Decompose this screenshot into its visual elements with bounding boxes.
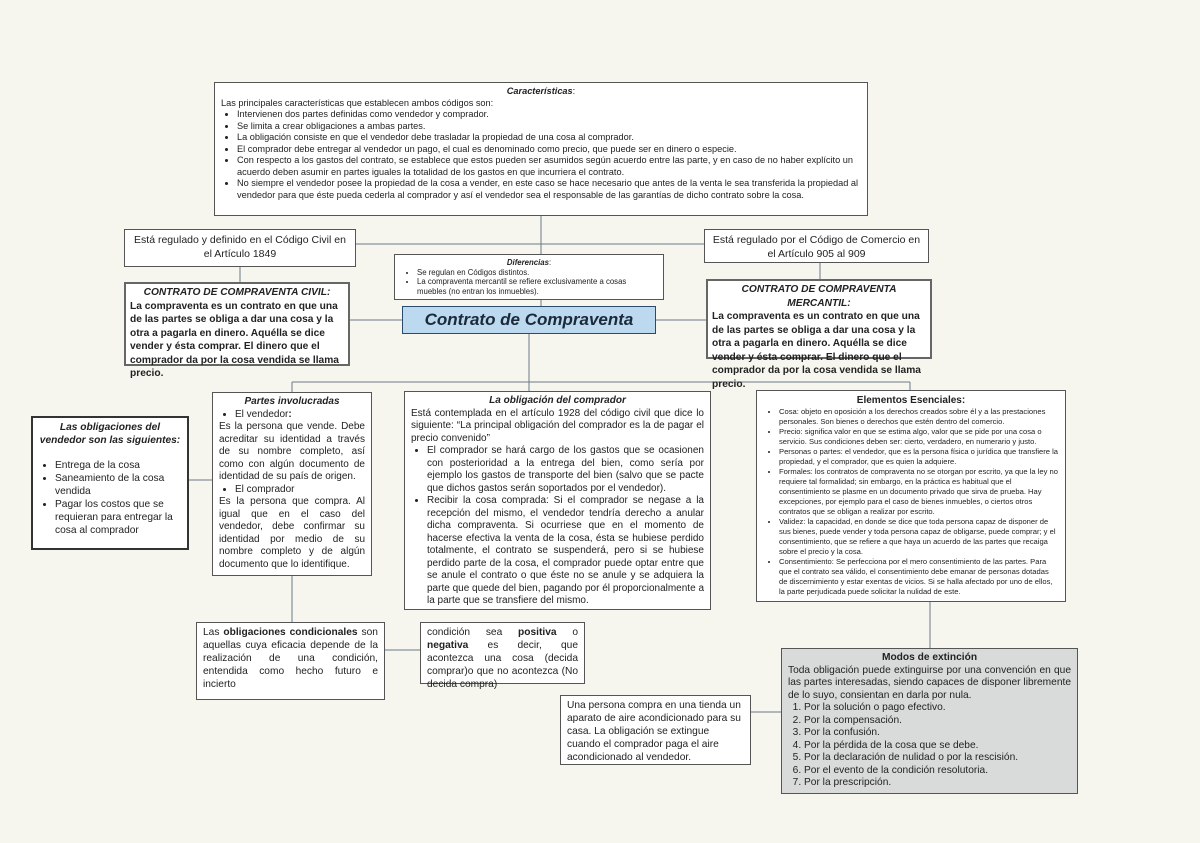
contrato-civil-text: La compraventa es un contrato en que una de las partes se obliga a dar una cosa y la otra a pagarla en dinero. Aquélla se dice vender y ésta comprar. El dinero que el comprador da por la cosa vendida se llama precio. [130, 300, 339, 379]
regulado-civil-box [124, 229, 356, 267]
ejemplo-text: Una persona compra en una tienda un aparato de aire acondicionado para su casa. La obligación se extingue cuando el comprador paga el aire acondicionado al vendedor. [567, 700, 741, 763]
list-item: • Se regulan en Códigos distintos. [417, 268, 657, 278]
condicionales-bold: obligaciones condicionales [223, 627, 358, 638]
list-item: • Saneamiento de la cosa vendida [55, 472, 181, 498]
list-item: • El comprador debe entregar al vendedor un pago, el cual es denominado como precio, que puede ser en dinero o especie. [237, 144, 861, 156]
list-item: • Precio: significa valor en que se estima algo, valor que se pide por una cosa o servicio. Sus condiciones deben ser: cierto, verdadero, en numerario y justo. [779, 427, 1059, 447]
condicionales-post: son aquellas cuya eficacia depende de la realización de una condición, entendida como hecho futuro e incierto [203, 627, 378, 690]
list-item: 7. Por la prescripción. [804, 777, 1071, 790]
modos-list [788, 702, 1071, 790]
partes-box [212, 392, 372, 576]
list-item: • Validez: la capacidad, en donde se dice que toda persona capaz de disponer de sus bienes, puede vender y toda persona capaz de obligarse, puede comprar; y el consentimiento, que se refiere a que haya un acuerdo de las partes que recaiga sobre el precio y la cosa. [779, 517, 1059, 557]
central-title: Contrato de Compraventa [424, 310, 634, 329]
vendedor-text: Es la persona que vende. Debe acreditar su identidad a través de su nombre completo, así como con algún documento de identidad de su país de origen. [219, 421, 365, 482]
list-item: • Se limita a crear obligaciones a ambas partes. [237, 121, 861, 133]
obligacion-comprador-title: La obligación del comprador [489, 395, 626, 406]
elementos-box [756, 390, 1066, 602]
comprador-text: Es la persona que compra. Al igual que en el caso del vendedor, debe confirmar su identidad por medio de su nombre completo y de algún documento que lo identifique. [219, 496, 365, 570]
list-item: 3. Por la confusión. [804, 727, 1071, 740]
list-item: 5. Por la declaración de nulidad o por la rescisión. [804, 752, 1071, 765]
obligacion-comprador-box [404, 391, 711, 610]
list-item: • Cosa: objeto en oposición a los derechos creados sobre él y a las prestaciones personales. Son bienes o derechos que estén dentro del comercio. [779, 407, 1059, 427]
list-item: • Formales: los contratos de compraventa no se otorgan por escrito, ya que la ley no requiere tal formalidad; sin embargo, en la práctica es habitual que el consentimiento se plasme en un documento privado que sirva de prueba. Hay excepciones, por ejemplo para el caso de bienes inmuebles, o ciertos otros contratos que se obligan a realizar por escrito. [779, 467, 1059, 517]
condicionales-pre: Las [203, 627, 220, 638]
obligacion-comprador-intro: Está contemplada en el artículo 1928 del código civil que dice lo siguiente: “La principal obligación del comprador es la de pagar el precio convenido” [411, 407, 704, 444]
obligaciones-vendedor-list [39, 459, 181, 537]
partes-vendedor-list [219, 409, 365, 422]
list-item: 6. Por el evento de la condición resolutoria. [804, 765, 1071, 778]
elementos-title: Elementos Esenciales: [856, 395, 966, 406]
list-item: • Recibir la cosa comprada: Si el comprador se negase a la recepción del mismo, el vendedor tendría derecho a anular dicha compraventa. Si ocurriese que en el momento de hacerse efectiva la venta de la cosa, ésta se hubiese perdido totalmente, el contrato se suspenderá, pero si se hubiese perdido parte de la cosa, el comprador puede optar entre que se anule el contrato o que éste no se anule y se adquiera la parte que quede del bien, pagando por él proporcionalmente a la parte que se transfiere del mismo. [427, 495, 704, 608]
list-item: • La compraventa mercantil se refiere exclusivamente a cosas muebles (no entran los inmuebles). [417, 277, 657, 296]
list-item: • Consentimiento: Se perfecciona por el mero consentimiento de las partes. Para que el contrato sea válido, el consentimiento debe emanar de personas dotadas de discernimiento y estar exentas de vicios. Si se halla afectado por uno de ellos, la parte perjudicada puede solicitar la nulidad de este. [779, 557, 1059, 597]
condicionales-box [196, 622, 385, 700]
list-item: • Personas o partes: el vendedor, que es la persona física o jurídica que transfiere la propiedad, y el comprador, que es quien la adquiere. [779, 447, 1059, 467]
contrato-civil-box [124, 282, 350, 379]
regulado-civil-text: Está regulado y definido en el Código Civil en el Artículo 1849 [134, 234, 346, 260]
contrato-mercantil-box [706, 279, 932, 390]
condicion-post: es decir, que acontezca una cosa (decida comprar)o que no acontezca (No decida compra) [427, 640, 578, 690]
obligacion-comprador-list [411, 445, 704, 608]
regulado-comercio-text: Está regulado por el Código de Comercio en el Artículo 905 al 909 [712, 234, 921, 260]
obligaciones-vendedor-box [31, 416, 189, 550]
caracteristicas-intro: Las principales características que establecen ambos códigos son: [221, 97, 494, 108]
partes-title: Partes involucradas [244, 396, 340, 407]
vendedor-label-suffix: : [288, 408, 292, 420]
list-item: 2. Por la compensación. [804, 715, 1071, 728]
modos-title: Modos de extinción [881, 652, 978, 663]
partes-comprador-list [219, 484, 365, 497]
caracteristicas-list [221, 109, 861, 201]
diferencias-title-suffix: : [548, 258, 552, 267]
list-item: • Intervienen dos partes definidas como vendedor y comprador. [237, 109, 861, 121]
contrato-mercantil-text: La compraventa es un contrato en que una de las partes se obliga a dar una cosa y la otra a pagarla en dinero. Aquélla se dice vender y ésta comprar. El dinero que el comprador da por la cosa vendida se llama precio. [712, 311, 921, 390]
caracteristicas-box [214, 82, 868, 216]
central-title-box [402, 306, 656, 334]
list-item: • Pagar los costos que se requieran para entregar la cosa al comprador [55, 498, 181, 537]
condicion-mid: o [572, 627, 578, 638]
caracteristicas-title: Características [506, 86, 573, 96]
condicion-bold-positiva: positiva [518, 627, 557, 638]
modos-extincion-box [781, 648, 1078, 794]
caracteristicas-title-suffix: : [572, 86, 576, 96]
list-item: • No siempre el vendedor posee la propiedad de la cosa a vender, en este caso se hace necesario que antes de la venta le sea transferida la propiedad al vendedor para que éste pueda cederla al comprador y así el vendedor sea el responsable de las garantías de dicho contrato sobre la cosa. [237, 178, 861, 201]
list-item: • El comprador se hará cargo de los gastos que se ocasionen con posterioridad a la entrega del bien, como sería por ejemplo los gastos de transporte del bien (salvo que se pacte que dichos gastos serán soportados por el vendedor). [427, 445, 704, 495]
list-item: 4. Por la pérdida de la cosa que se debe. [804, 740, 1071, 753]
vendedor-label: El vendedor [235, 408, 289, 420]
obligaciones-vendedor-title: Las obligaciones del vendedor son las siguientes: [39, 422, 181, 446]
contrato-civil-title: CONTRATO DE COMPRAVENTA CIVIL: [143, 287, 331, 298]
list-item: • El comprador [235, 484, 365, 497]
condicion-pre: condición sea [427, 627, 503, 638]
list-item: • Con respecto a los gastos del contrato, se establece que estos pueden ser asumidos según acuerdo entre las parte, y en caso de no haber explícito un acuerdo deben asumir en partes iguales la totalidad de los gastos en que incurriera el contrato. [237, 155, 861, 178]
list-item: • Entrega de la cosa [55, 459, 181, 472]
regulado-comercio-box [704, 229, 929, 263]
condicion-box [420, 622, 585, 690]
list-item: • La obligación consiste en que el vendedor debe trasladar la propiedad de una cosa al comprador. [237, 132, 861, 144]
elementos-list [763, 407, 1059, 597]
diferencias-title: Diferencias [506, 258, 549, 267]
condicion-bold-negativa: negativa [427, 640, 469, 651]
list-item: 1. Por la solución o pago efectivo. [804, 702, 1071, 715]
ejemplo-box [560, 695, 751, 765]
modos-intro: Toda obligación puede extinguirse por una convención en que las partes interesadas, siendo capaces de disponer libremente de lo suyo, consientan en darla por nula. [788, 664, 1071, 701]
contrato-mercantil-title: CONTRATO DE COMPRAVENTA MERCANTIL: [741, 284, 897, 309]
list-item [235, 409, 365, 422]
diferencias-box [394, 254, 664, 300]
diferencias-list [401, 268, 657, 297]
